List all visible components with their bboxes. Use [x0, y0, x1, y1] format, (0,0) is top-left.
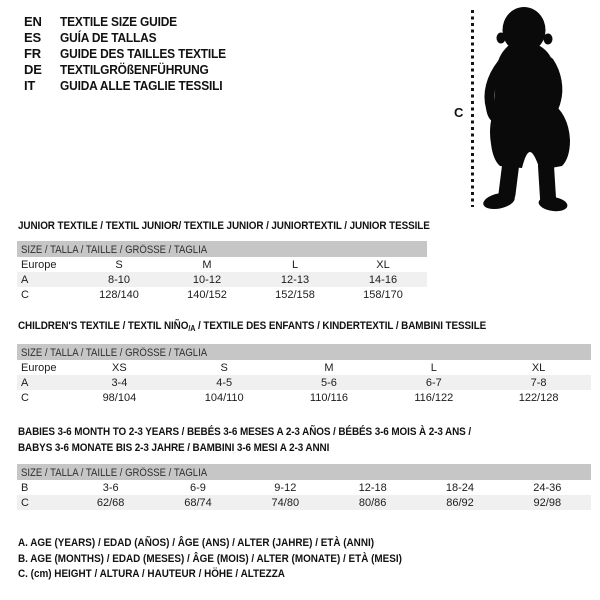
language-title: TEXTILE SIZE GUIDE [60, 13, 177, 29]
value-cell: 74/80 [271, 496, 300, 509]
language-header [24, 13, 240, 93]
height-dashed-line [471, 10, 474, 207]
row-label: A [21, 273, 29, 286]
row-label: A [21, 376, 29, 389]
value-cell: 12-18 [358, 481, 387, 494]
value-cell: 80/86 [358, 496, 387, 509]
size-cell: M [202, 258, 212, 271]
size-cell: L [291, 258, 299, 271]
value-cell: 10-12 [192, 273, 222, 286]
value-cell: 6-7 [425, 376, 442, 389]
language-row-es [24, 29, 240, 45]
value-cell: 5-6 [321, 376, 337, 389]
children-title-pre: CHILDREN'S TEXTILE / TEXTIL NIÑO [18, 320, 189, 332]
table-row-height [17, 390, 591, 405]
value-cell: 116/122 [414, 391, 454, 404]
value-cell: 3-6 [102, 481, 119, 494]
babies-table-title [18, 425, 471, 456]
value-cell: 8-10 [107, 273, 131, 286]
babies-size-table [17, 464, 591, 510]
table-row-europe [17, 360, 591, 375]
value-cell: 62/68 [96, 496, 125, 509]
size-cell: L [430, 361, 437, 374]
value-cell: 140/152 [187, 288, 227, 301]
language-code: EN [24, 13, 42, 29]
footnote-c: C. (cm) HEIGHT / ALTURA / HAUTEUR / HÖHE / ALTEZZA [18, 568, 285, 580]
figure-height-label: C [454, 105, 464, 120]
row-label: Europe [21, 361, 57, 374]
size-cell: M [324, 361, 334, 374]
size-header-bar [17, 241, 427, 257]
value-cell: 7-8 [530, 376, 547, 389]
value-cell: 104/110 [204, 391, 244, 404]
size-cell: S [220, 361, 228, 374]
table-row-europe [17, 257, 427, 272]
value-cell: 14-16 [368, 273, 398, 286]
language-row-de [24, 61, 240, 77]
size-cell: S [115, 258, 123, 271]
footnotes [18, 536, 445, 583]
size-header-label: SIZE / TALLA / TAILLE / GRÖSSE / TAGLIA [21, 244, 208, 256]
value-cell: 98/104 [102, 391, 137, 404]
value-cell: 158/170 [363, 288, 403, 301]
footnote-a: A. AGE (YEARS) / EDAD (AÑOS) / ÂGE (ANS) / ALTER (JAHRE) / ETÀ (ANNI) [18, 537, 375, 549]
value-cell: 3-4 [111, 376, 128, 389]
row-label: B [21, 481, 29, 494]
value-cell: 152/158 [275, 288, 315, 301]
size-cell: XL [531, 361, 546, 374]
value-cell: 9-12 [274, 481, 297, 494]
language-row-fr [24, 45, 240, 61]
language-title: GUIDE DES TAILLES TEXTILE [60, 45, 226, 61]
table-row-height [17, 495, 591, 510]
size-header-bar [17, 344, 591, 360]
table-row-height [17, 287, 427, 302]
children-title-post: / TEXTILE DES ENFANTS / KINDERTEXTIL / BAMBINI TESSILE [195, 320, 487, 332]
row-label: C [21, 496, 29, 509]
value-cell: 18-24 [445, 481, 475, 494]
language-row-it [24, 77, 240, 93]
language-code: FR [24, 45, 41, 61]
value-cell: 6-9 [190, 481, 206, 494]
baby-silhouette-icon [478, 4, 578, 212]
footnote-b: B. AGE (MONTHS) / EDAD (MESES) / ÂGE (MOIS) / ALTER (MONATE) / ETÀ (MESI) [18, 552, 402, 565]
size-header-label: SIZE / TALLA / TAILLE / GRÖSSE / TAGLIA [21, 467, 208, 479]
value-cell: 68/74 [184, 496, 212, 509]
language-title: GUÍA DE TALLAS [60, 29, 157, 45]
size-header-bar [17, 464, 591, 480]
size-cell: XS [112, 361, 127, 374]
table-row-months [17, 480, 591, 495]
children-size-table [17, 344, 591, 405]
babies-title-line2: BABYS 3-6 MONATE BIS 2-3 JAHRE / BAMBINI 3-6 MESI A 2-3 ANNI [18, 441, 330, 454]
children-table-title [18, 319, 486, 337]
size-header-label: SIZE / TALLA / TAILLE / GRÖSSE / TAGLIA [21, 347, 208, 359]
language-row-en [24, 13, 240, 29]
value-cell: 86/92 [446, 496, 474, 509]
language-title: TEXTILGRÖßENFÜHRUNG [60, 61, 209, 77]
table-row-age [17, 375, 591, 390]
row-label: C [21, 288, 29, 301]
junior-table-title: JUNIOR TEXTILE / TEXTIL JUNIOR/ TEXTILE JUNIOR / JUNIORTEXTIL / JUNIOR TESSILE [18, 220, 430, 232]
babies-title-line1: BABIES 3-6 MONTH TO 2-3 YEARS / BEBÉS 3-6 MESES A 2-3 AÑOS / BÉBÉS 3-6 MOIS À 2-3 ANS / [18, 426, 471, 438]
language-code: ES [24, 29, 41, 45]
value-cell: 110/116 [309, 391, 349, 404]
size-cell: XL [376, 258, 390, 271]
row-label: Europe [21, 258, 57, 271]
value-cell: 4-5 [216, 376, 233, 389]
value-cell: 122/128 [518, 391, 559, 404]
row-label: C [21, 391, 29, 404]
value-cell: 92/98 [533, 496, 562, 509]
table-row-age [17, 272, 427, 287]
children-title-sub: /A [188, 324, 196, 333]
language-code: IT [24, 77, 36, 93]
value-cell: 24-36 [533, 481, 562, 494]
value-cell: 128/140 [99, 288, 139, 301]
language-title: GUIDA ALLE TAGLIE TESSILI [60, 77, 223, 93]
language-code: DE [24, 61, 42, 77]
value-cell: 12-13 [280, 273, 310, 286]
junior-size-table [17, 241, 427, 302]
